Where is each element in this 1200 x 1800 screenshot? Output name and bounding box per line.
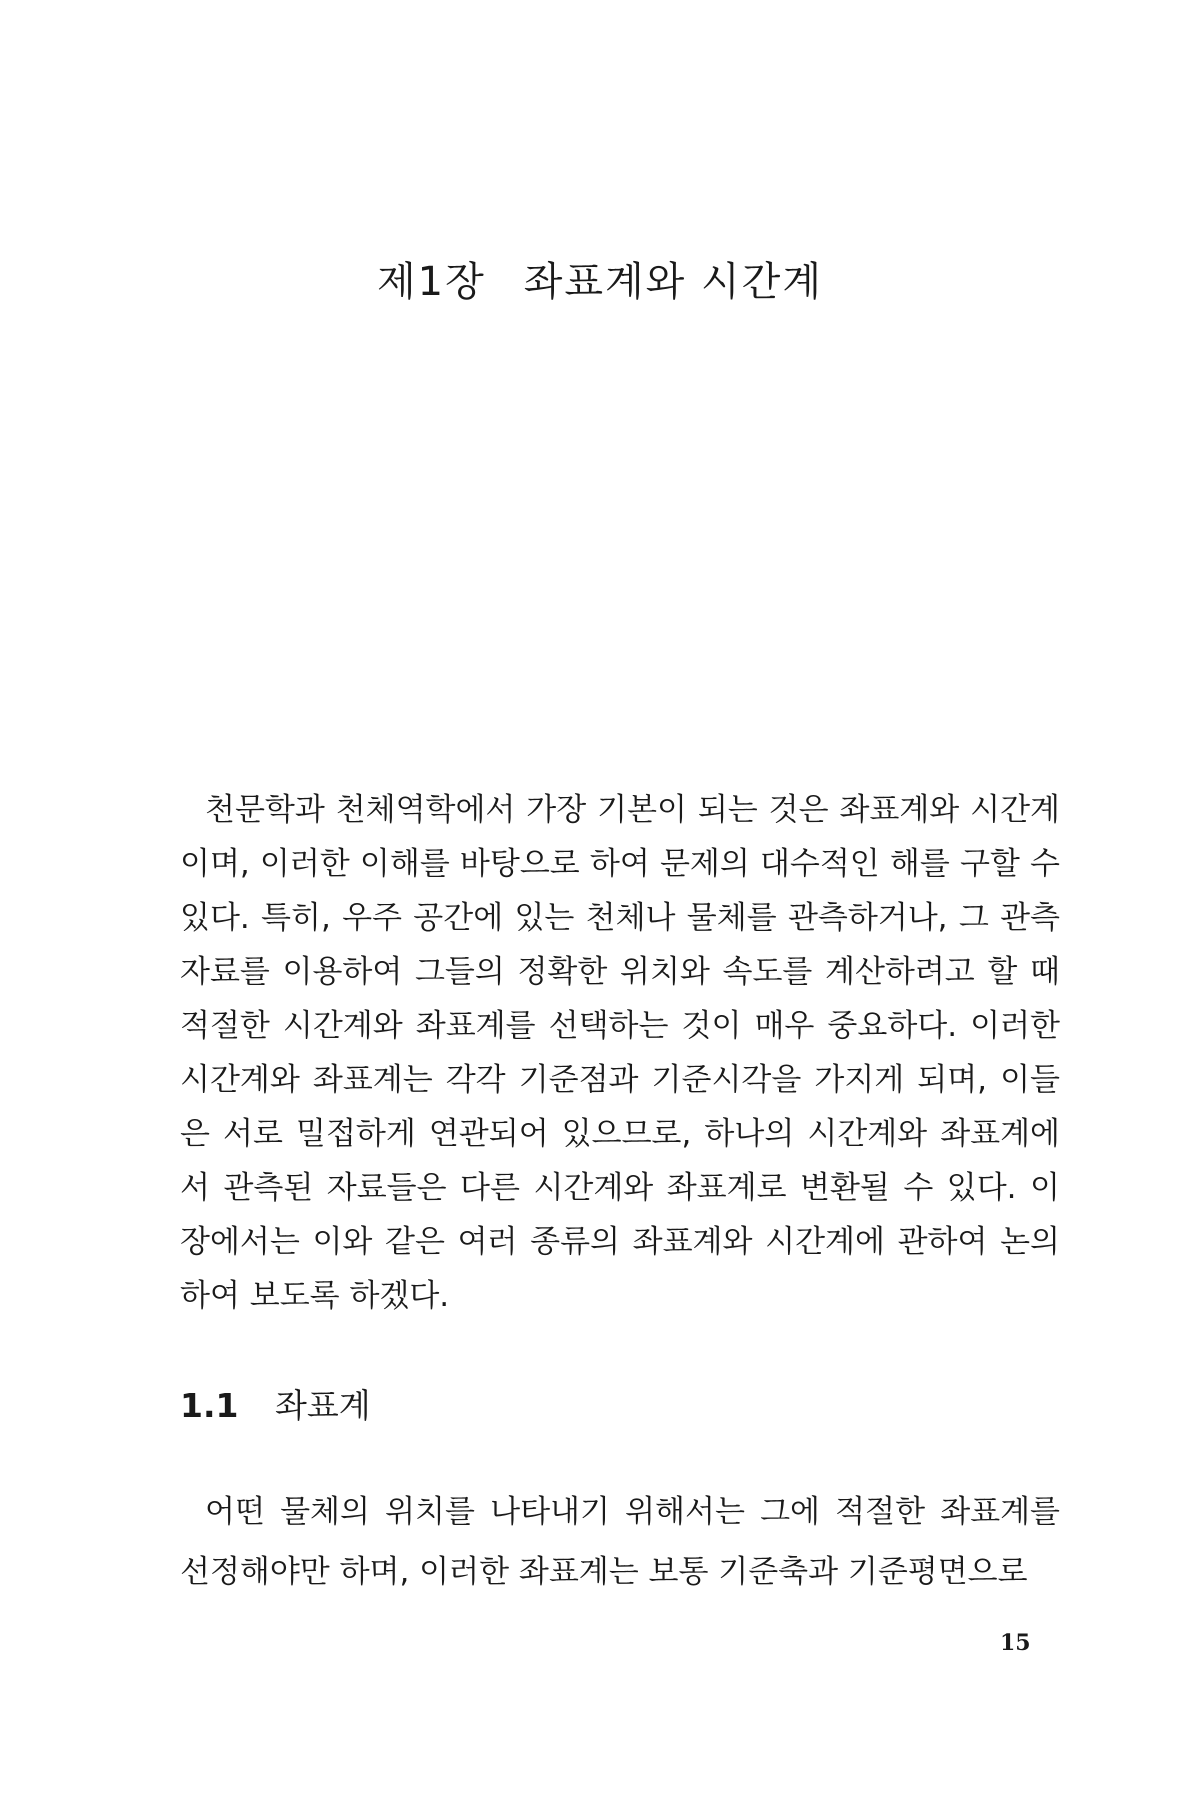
section-number: 1.1 [180, 1386, 239, 1425]
page-number: 15 [1000, 1630, 1031, 1656]
chapter-number-label: 제1장 [377, 259, 486, 305]
chapter-title [0, 250, 1200, 307]
intro-paragraph-text: 천문학과 천체역학에서 가장 기본이 되는 것은 좌표계와 시간계이며, 이러한 이해를 바탕으로 하여 문제의 대수적인 해를 구할 수 있다. 특히, 우주 공간에 있는 천체나 물체를 관측하거나, 그 관측 자료를 이용하여 그들의 정확한 위치와 속도를 계산하려고 할 때 적절한 시간계와 좌표계를 선택하는 것이 매우 중요하다. 이러한 시간계와 좌표계는 각각 기준점과 기준시각을 가지게 되며, 이들은 서로 밀접하게 연관되어 있으므로, 하나의 시간계와 좌표계에서 관측된 자료들은 다른 시간계와 좌표계로 변환될 수 있다. 이 장에서는 이와 같은 여러 종류의 좌표계와 시간계에 관하여 논의하여 보도록 하겠다. [180, 792, 1060, 1314]
chapter-title-text: 좌표계와 시간계 [523, 259, 823, 305]
intro-paragraph [180, 783, 1060, 1323]
section-title: 좌표계 [275, 1386, 371, 1425]
section-paragraph-text: 어떤 물체의 위치를 나타내기 위해서는 그에 적절한 좌표계를 선정해야만 하며, 이러한 좌표계는 보통 기준축과 기준평면으로 [180, 1494, 1060, 1590]
section-paragraph [180, 1482, 1060, 1602]
section-heading [180, 1380, 371, 1427]
